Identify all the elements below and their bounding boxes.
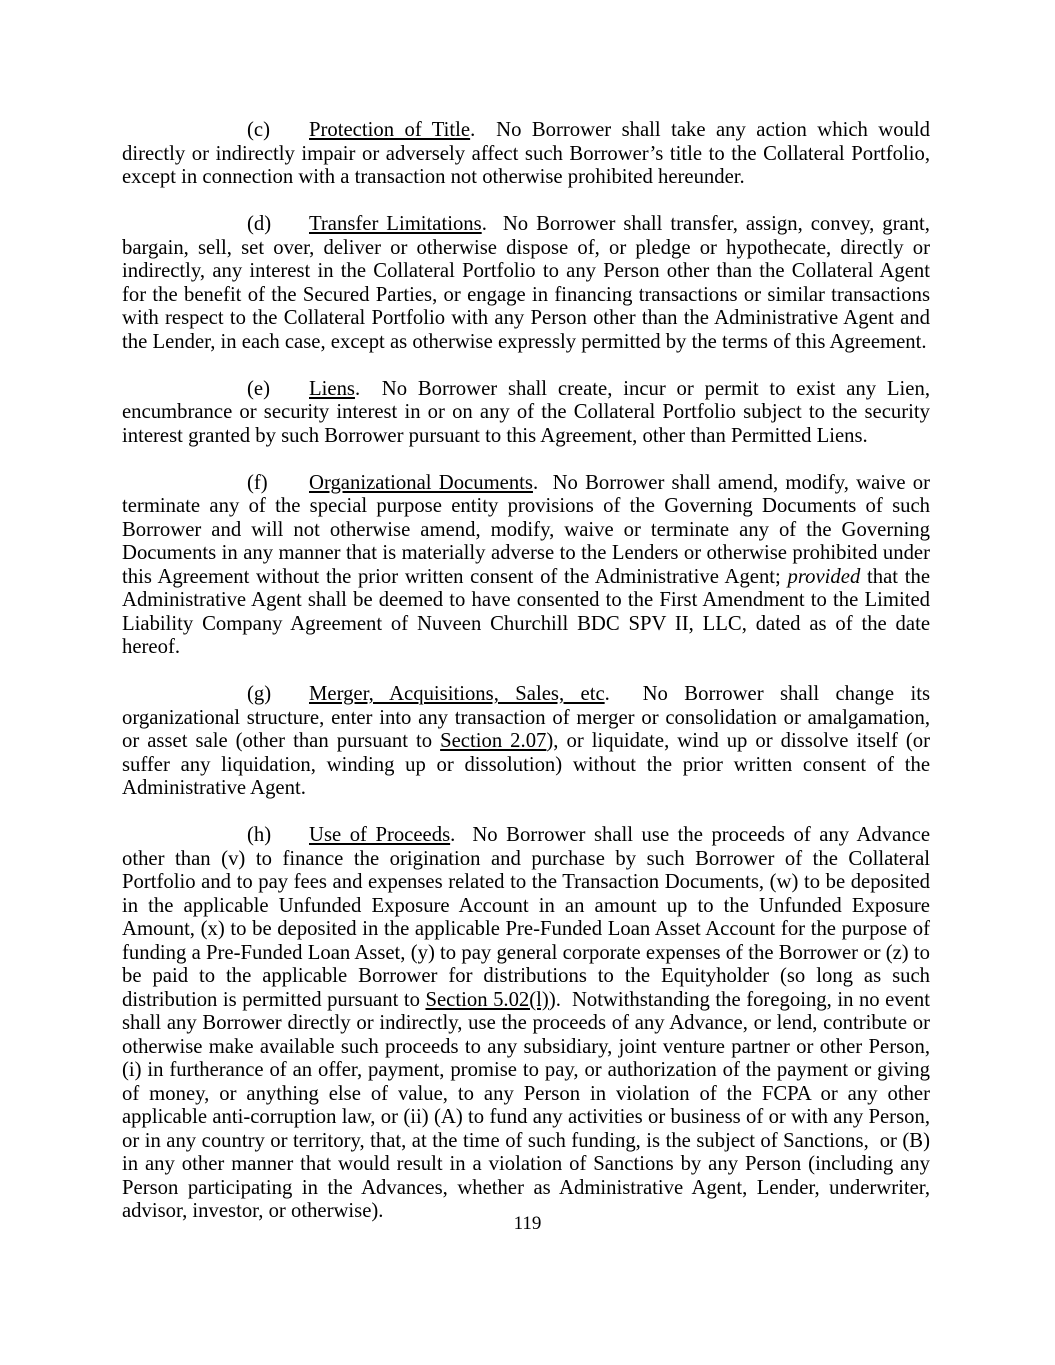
underlined-text-run: Organizational Documents <box>309 471 533 494</box>
paragraph-d <box>122 213 930 354</box>
underlined-text-run: Transfer Limitations <box>309 213 482 235</box>
page-number: 119 <box>513 1213 542 1234</box>
text-run: ), or liquidate, wind up or dissolve itself (or suffer any liquidation, winding up or dissolution) without the prior written consent of the Administrative Agent. <box>122 730 930 799</box>
italic-text-run: provided <box>787 565 861 588</box>
underlined-text-run: Use of Proceeds <box>309 824 451 846</box>
underlined-text-run: Liens <box>309 377 355 400</box>
paragraph-label: (c) <box>247 119 270 141</box>
text-run: . No Borrower shall create, incur or permit to exist any Lien, encumbrance or security interest in or on any of the Collateral Portfolio subject to the security interest granted by such Borrower pursuant to this Agreement, other than Permitted Liens. <box>122 377 930 447</box>
text-run: . No Borrower shall use the proceeds of any Advance other than (v) to finance the origination and purchase by such Borrower of the Collateral Portfolio and to pay fees and expenses related to the Transaction Documents, (w) to be deposited in the applicable Unfunded Exposure Account in an amount up to the Unfunded Exposure Amount, (x) to be deposited in the applicable Pre-Funded Loan Asset Account for the purpose of funding a Pre-Funded Loan Asset, (y) to pay general corporate expenses of the Borrower or (z) to be paid to the applicable Borrower for distributions to the Equityholder (so long as such distribution is permitted pursuant to <box>122 824 930 1011</box>
text-run: . No Borrower shall change its organizational structure, enter into any transaction of merger or consolidation or amalgamation, or asset sale (other than pursuant to <box>122 683 930 752</box>
underlined-text-run: Section 2.07 <box>440 730 547 752</box>
paragraph-label: (f) <box>247 471 268 494</box>
text-run: that the Administrative Agent shall be deemed to have consented to the First Amendment to the Limited Liability Company Agreement of Nuveen Churchill BDC SPV II, LLC, dated as of the date hereof. <box>122 565 930 658</box>
paragraph-c <box>122 119 930 190</box>
paragraph-f <box>122 472 930 660</box>
text-run: . No Borrower shall take any action which would directly or indirectly impair or adversely affect such Borrower’s title to the Collateral Portfolio, except in connection with a transaction not otherwise prohibited hereunder. <box>122 119 930 188</box>
paragraph-e <box>122 378 930 449</box>
paragraph-g <box>122 683 930 801</box>
paragraph-label: (e) <box>247 377 270 400</box>
text-run: ). Notwithstanding the foregoing, in no event shall any Borrower directly or indirectly, use the proceeds of any Advance, or lend, contribute or otherwise make available such proceeds to any subsidiary, joint venture partner or other Person, (i) in furtherance of an offer, payment, promise to pay, or authorization of the payment or giving of money, or anything else of value, to any Person in violation of the FCPA or any other applicable anti-corruption law, or (ii) (A) to fund any activities or business of or with any Person, or in any country or territory, that, at the time of such funding, is the subject of Sanctions, or (B) in any other manner that would result in a violation of Sanctions by any Person (including any Person participating in the Advances, whether as Administrative Agent, Lender, underwriter, advisor, investor, or otherwise). <box>122 988 930 1222</box>
paragraph-label: (h) <box>247 824 272 846</box>
text-run: . No Borrower shall amend, modify, waive or terminate any of the special purpose entity provisions of the Governing Documents of such Borrower and will not otherwise amend, modify, waive or terminate any of the Governing Documents in any manner that is materially adverse to the Lenders or otherwise prohibited under this Agreement without the prior written consent of the Administrative Agent; <box>122 471 930 588</box>
underlined-text-run: Merger, Acquisitions, Sales, etc <box>309 683 605 705</box>
paragraph-label: (g) <box>247 683 272 705</box>
paragraph-h <box>122 824 930 1224</box>
paragraph-label: (d) <box>247 213 272 235</box>
underlined-text-run: Protection of Title <box>309 119 471 141</box>
underlined-text-run: Section 5.02(l) <box>425 988 549 1011</box>
document-body <box>122 119 930 1224</box>
text-run: . No Borrower shall transfer, assign, convey, grant, bargain, sell, set over, deliver or otherwise dispose of, or pledge or hypothecate, directly or indirectly, any interest in the Collateral Portfolio to any Person other than the Collateral Agent for the benefit of the Secured Parties, or engage in financing transactions or similar transactions with respect to the Collateral Portfolio with any Person other than the Administrative Agent and the Lender, in each case, except as otherwise expressly permitted by the terms of this Agreement. <box>122 213 930 353</box>
